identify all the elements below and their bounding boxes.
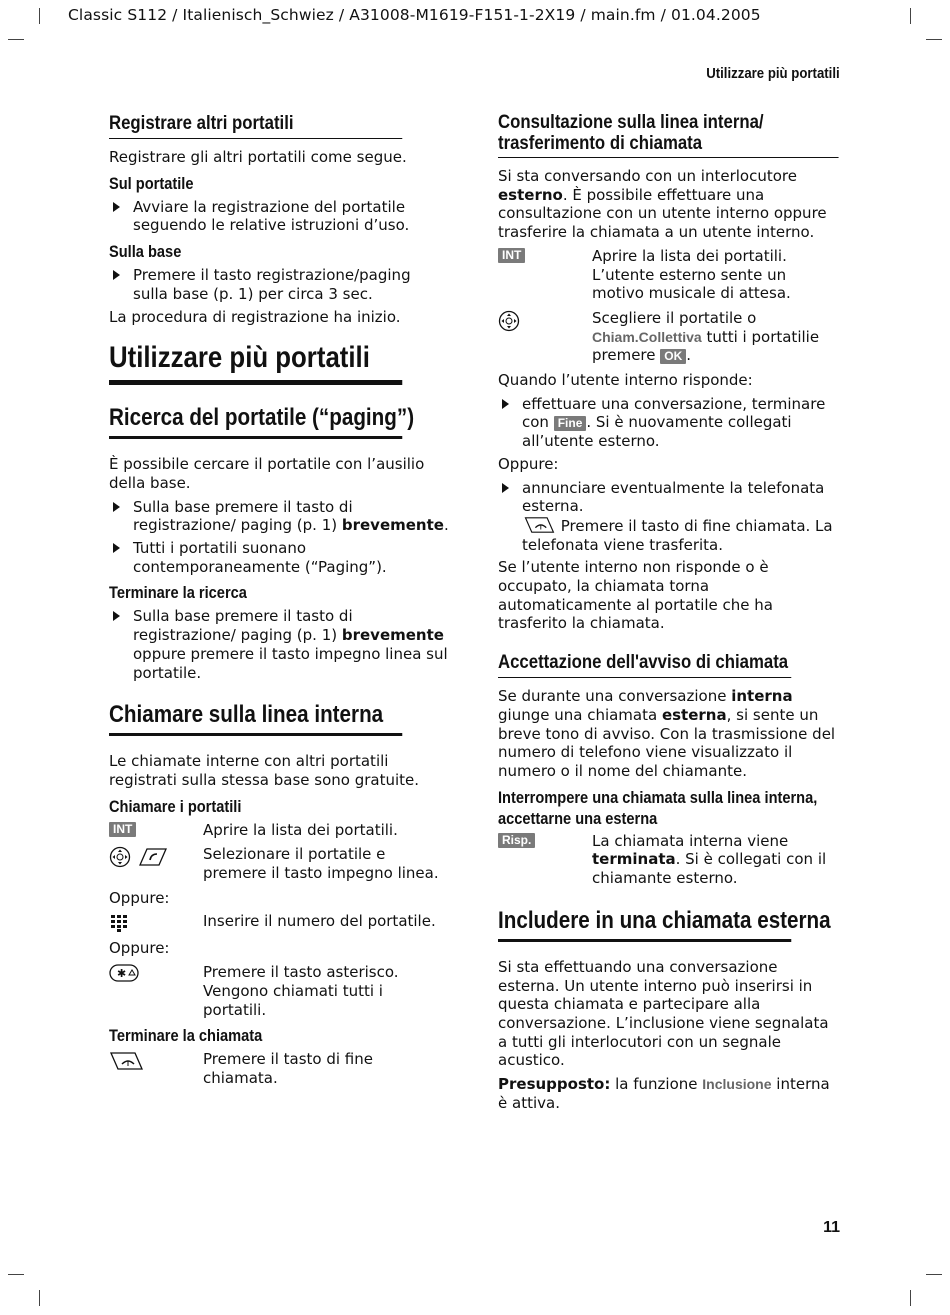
crop-mark — [926, 39, 942, 40]
section-title-consultation: Consultazione sulla linea interna/ trasferimento di chiamata — [498, 110, 838, 158]
paragraph — [498, 1075, 839, 1112]
text: . Si è collegati con il chiamante esterno. — [592, 850, 827, 888]
bullet-item — [109, 607, 450, 682]
subheading-end-search: Terminare la ricerca — [109, 583, 247, 603]
text: interna è attiva. — [498, 1075, 830, 1112]
bullet-item — [109, 498, 450, 535]
navigation-key-icon — [109, 846, 131, 868]
keypad-icon — [109, 913, 129, 933]
text: tutti i portatilie premere — [592, 327, 820, 365]
section-title-internal-call: Chiamare sulla linea interna — [109, 700, 402, 736]
ok-key: OK — [660, 349, 686, 364]
crop-mark — [8, 1274, 24, 1275]
instruction-row — [109, 963, 450, 1019]
crop-mark — [926, 1274, 942, 1275]
bold-text: interna — [731, 687, 793, 706]
text: La chiamata interna viene — [592, 831, 789, 850]
chapter-title: Utilizzare più portatili — [109, 340, 402, 385]
bold-text: brevemente — [341, 516, 444, 535]
bold-text: esterno — [498, 185, 563, 204]
bullet-item: Avviare la registrazione del portatile seguendo le relative istruzioni d’uso. — [109, 198, 450, 235]
bullet-item: Tutti i portatili suonano contemporaneamente (“Paging”). — [109, 539, 450, 576]
instruction-row — [109, 912, 450, 933]
talk-key-icon — [137, 846, 169, 868]
text: . È possibile effettuare una consultazione con un utente interno oppure trasferire la chiamata a un utente interno. — [498, 185, 827, 242]
section-title-include-call: Includere in una chiamata esterna — [498, 906, 791, 942]
paragraph: Le chiamate interne con altri portatili registrati sulla stessa base sono gratuite. — [109, 752, 420, 789]
instruction-text: Inserire il numero del portatile. — [203, 912, 436, 931]
paragraph: Registrare gli altri portatili come segue. — [109, 148, 407, 166]
section-title-register: Registrare altri portatili — [109, 110, 402, 139]
bullet-item — [498, 395, 839, 451]
text: giunge una chiamata — [498, 705, 662, 724]
bold-text: brevemente — [341, 626, 444, 645]
paragraph — [498, 167, 839, 242]
fine-key: Fine — [554, 416, 587, 431]
text: Si sta conversando con un interlocutore — [498, 167, 797, 185]
crop-mark — [39, 1290, 40, 1306]
subheading-base: Sulla base — [109, 242, 182, 262]
instruction-text — [592, 309, 839, 365]
instruction-text: Aprire la lista dei portatili. L’utente esterno sente un motivo musicale di attesa. — [592, 246, 791, 303]
navigation-key-icon — [498, 310, 520, 332]
section-title-paging: Ricerca del portatile (“paging”) — [109, 403, 402, 439]
text: oppure premere il tasto impegno linea sul portatile. — [133, 644, 448, 682]
end-call-key-icon — [109, 1051, 143, 1071]
bullet-item — [498, 479, 839, 555]
instruction-text: Aprire la lista dei portatili. — [203, 820, 398, 839]
or-label: Oppure: — [109, 939, 170, 958]
paragraph: Si sta effettuando una conversazione esterna. Un utente interno può inserirsi in questa chiamata e partecipare alla conversazione. L’inclusione viene segnalata a tutti gli interlocutori con un segnale acustico. — [498, 957, 829, 1070]
end-call-key-icon — [522, 516, 556, 534]
subheading-call-handsets: Chiamare i portatili — [109, 796, 242, 816]
paragraph: È possibile cercare il portatile con l’ausilio della base. — [109, 455, 425, 492]
svg-text:✱: ✱ — [117, 967, 127, 981]
page-number: 11 — [823, 1219, 840, 1236]
text-with-icon — [522, 516, 839, 554]
crop-mark — [910, 1290, 911, 1306]
instruction-text: Selezionare il portatile e premere il tasto impegno linea. — [203, 845, 439, 883]
bold-text: Presupposto: — [498, 1075, 611, 1094]
instruction-row — [109, 845, 450, 882]
crop-mark — [39, 8, 40, 24]
or-label: Oppure: — [498, 454, 559, 473]
text: . — [686, 346, 692, 365]
right-column — [498, 110, 839, 1117]
text: Sulla base premere il tasto di registrazione/ paging (p. 1) — [133, 607, 353, 645]
display-text-inclusion: Inclusione — [702, 1076, 772, 1093]
text: . Si è nuovamente collegati all’utente esterno. — [522, 413, 792, 451]
bold-text: esterna — [661, 705, 727, 724]
subheading-end-call: Terminare la chiamata — [109, 1026, 263, 1046]
running-title: Utilizzare più portatili — [706, 65, 840, 82]
paragraph: Quando l’utente interno risponde: — [498, 371, 753, 390]
text: effettuare una conversazione, terminare con — [522, 394, 826, 432]
or-label: Oppure: — [109, 888, 170, 907]
crop-mark — [910, 8, 911, 24]
instruction-row — [498, 832, 839, 888]
instruction-row — [498, 309, 839, 365]
text: Scegliere il portatile o — [592, 308, 757, 327]
paragraph: La procedura di registrazione ha inizio. — [109, 307, 401, 326]
text: , si sente un breve tono di avviso. Con la trasmissione del numero di telefono viene visualizzato il numero o il nome del chiamante. — [498, 705, 836, 780]
paragraph: Se l’utente interno non risponde o è occupato, la chiamata torna automaticamente al portatile che ha trasferito la chiamata. — [498, 558, 774, 633]
bullet-item: Premere il tasto registrazione/paging sulla base (p. 1) per circa 3 sec. — [109, 266, 450, 303]
bold-text: terminata — [592, 850, 676, 869]
text: la funzione — [610, 1075, 703, 1094]
subheading-handset: Sul portatile — [109, 173, 194, 193]
text: Sulla base premere il tasto di registrazione/ paging (p. 1) — [133, 497, 353, 535]
display-text-group-call: Chiam.Collettiva — [592, 328, 702, 345]
paragraph — [498, 687, 839, 781]
instruction-row — [109, 1050, 450, 1087]
crop-mark — [8, 39, 24, 40]
subheading-interrupt-call: Interrompere una chiamata sulla linea interna, accettarne una esterna — [498, 787, 818, 828]
file-path-header: Classic S112 / Italienisch_Schwiez / A31008-M1619-F151-1-2X19 / main.fm / 01.04.2005 — [68, 6, 761, 24]
text: . — [443, 516, 449, 535]
text: Premere il tasto di fine chiamata. La telefonata viene trasferita. — [522, 516, 833, 554]
instruction-text — [592, 832, 839, 888]
int-key: INT — [109, 822, 136, 837]
instruction-row — [498, 247, 839, 303]
instruction-row — [109, 821, 450, 840]
text: Se durante una conversazione — [498, 687, 732, 706]
star-key-icon — [109, 964, 139, 982]
instruction-text: Premere il tasto asterisco. Vengono chiamati tutti i portatili. — [203, 963, 399, 1019]
text: annunciare eventualmente la telefonata esterna. — [522, 478, 825, 516]
left-column — [109, 110, 450, 1094]
instruction-text: Premere il tasto di fine chiamata. — [203, 1050, 373, 1087]
section-title-call-waiting: Accettazione dell'avviso di chiamata — [498, 649, 791, 678]
int-key: INT — [498, 248, 525, 263]
answer-key: Risp. — [498, 833, 535, 848]
